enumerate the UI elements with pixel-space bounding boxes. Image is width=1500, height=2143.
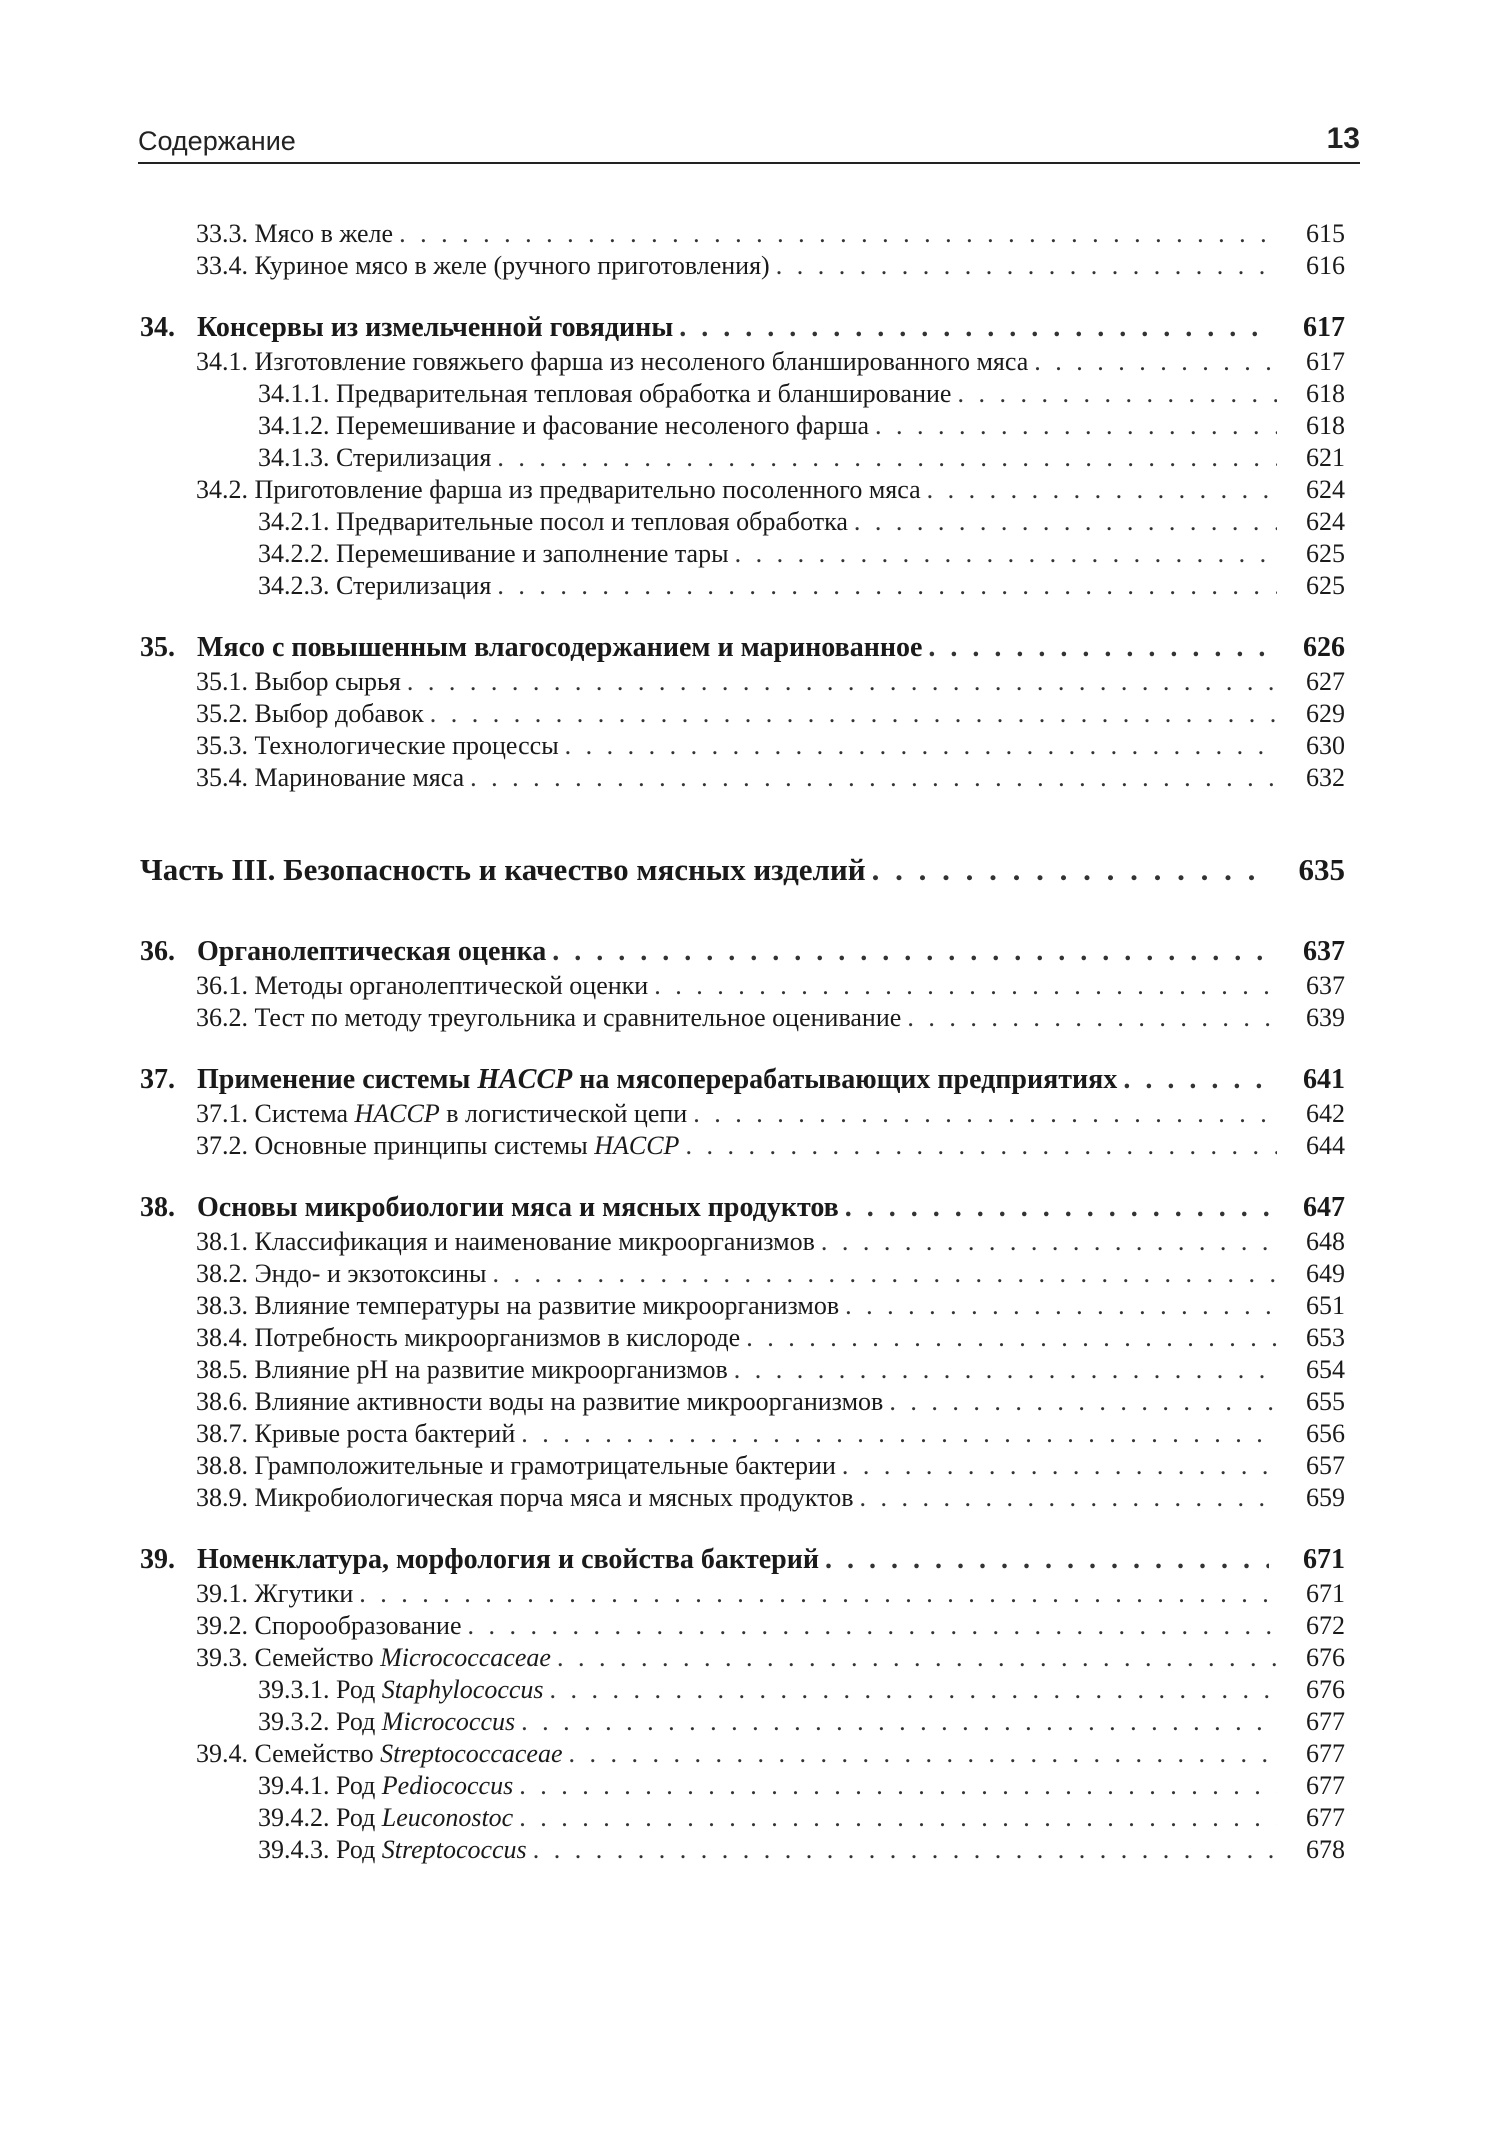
dot-leader xyxy=(693,1098,1277,1130)
toc-page-number: 656 xyxy=(1306,1419,1345,1448)
toc-label-italic: Leuconostoc xyxy=(381,1803,514,1832)
toc-label xyxy=(258,410,869,442)
toc-entry xyxy=(196,698,1345,730)
dot-leader xyxy=(552,936,1269,968)
toc-entry xyxy=(196,1642,1345,1674)
toc-entry xyxy=(196,1354,1345,1386)
toc-page-number: 655 xyxy=(1306,1387,1345,1416)
toc-label-text: 38.6. Влияние активности воды на развитие микроорганизмов xyxy=(196,1387,884,1416)
dot-leader xyxy=(399,218,1277,250)
page-number: 13 xyxy=(1326,122,1360,155)
toc-page-number: 626 xyxy=(1303,632,1345,663)
dot-leader xyxy=(492,1258,1277,1290)
toc-label-italic: Streptococcaceae xyxy=(380,1739,563,1768)
dot-leader xyxy=(550,1674,1277,1706)
toc-page-number: 635 xyxy=(1298,852,1345,887)
toc-entry xyxy=(196,1098,1345,1130)
dot-leader xyxy=(519,1770,1277,1802)
toc-page-number: 651 xyxy=(1306,1291,1345,1320)
toc-label-text: Часть III. Безопасность и качество мясных изделий xyxy=(140,852,866,887)
toc-page-number: 624 xyxy=(1306,507,1345,536)
toc-entry xyxy=(196,1610,1345,1642)
toc-entry xyxy=(196,1290,1345,1322)
toc-page-number: 642 xyxy=(1306,1099,1345,1128)
toc-label-text: 38.4. Потребность микроорганизмов в кислороде xyxy=(196,1323,741,1352)
toc-label-text: 34.1.3. Стерилизация xyxy=(258,443,492,472)
toc-label-text: 39.2. Спорообразование xyxy=(196,1611,462,1640)
toc-label-text: 35.2. Выбор добавок xyxy=(196,699,424,728)
running-title: Содержание xyxy=(138,126,296,156)
toc-page-number: 644 xyxy=(1306,1131,1345,1160)
dot-leader xyxy=(735,538,1277,570)
toc-label xyxy=(258,1706,515,1738)
toc-label-italic: Micrococcus xyxy=(381,1707,516,1736)
toc-page-number: 625 xyxy=(1306,571,1345,600)
toc-label xyxy=(196,666,401,698)
chapter-number: 35. xyxy=(140,632,175,663)
toc-label xyxy=(196,1738,563,1770)
toc-page-number: 653 xyxy=(1306,1323,1345,1352)
toc-label xyxy=(196,474,921,506)
toc-entry xyxy=(196,730,1345,762)
toc-page-number: 618 xyxy=(1306,379,1345,408)
toc-entry xyxy=(258,506,1345,538)
toc-page-number: 671 xyxy=(1303,1544,1345,1575)
dot-leader xyxy=(497,442,1277,474)
toc-label xyxy=(140,854,866,886)
toc-label xyxy=(140,312,673,344)
toc-label xyxy=(196,730,559,762)
toc-page-number: 678 xyxy=(1306,1835,1345,1864)
dot-leader xyxy=(821,1226,1277,1258)
toc-page-number: 630 xyxy=(1306,731,1345,760)
dot-leader xyxy=(467,1610,1277,1642)
chapter-number: 36. xyxy=(140,936,175,967)
toc-page-number: 625 xyxy=(1306,539,1345,568)
toc-label-text: Мясо с повышенным влагосодержанием и маринованное xyxy=(197,632,923,663)
toc-label xyxy=(140,1064,1117,1096)
toc-label xyxy=(196,1290,839,1322)
toc-page-number: 659 xyxy=(1306,1483,1345,1512)
toc-page-number: 617 xyxy=(1306,347,1345,376)
toc-entry xyxy=(196,218,1345,250)
toc-page-number: 617 xyxy=(1303,312,1345,343)
toc-page-number: 629 xyxy=(1306,699,1345,728)
toc-entry xyxy=(196,1578,1345,1610)
dot-leader xyxy=(889,1386,1277,1418)
toc-label xyxy=(258,378,951,410)
toc-label xyxy=(196,1450,836,1482)
chapter-number: 34. xyxy=(140,312,175,343)
toc-entry xyxy=(196,1418,1345,1450)
chapter-number: 37. xyxy=(140,1064,175,1095)
dot-leader xyxy=(521,1418,1277,1450)
toc-chapter xyxy=(140,632,1345,664)
toc-label-text: 39.4.2. Род xyxy=(258,1803,376,1832)
toc-label-text: 36.2. Тест по методу треугольника и сравнительное оценивание xyxy=(196,1003,902,1032)
dot-leader xyxy=(927,474,1277,506)
toc-page-number: 677 xyxy=(1306,1707,1345,1736)
dot-leader xyxy=(519,1802,1277,1834)
dot-leader xyxy=(734,1354,1277,1386)
dot-leader xyxy=(685,1130,1277,1162)
toc-page-number: 624 xyxy=(1306,475,1345,504)
toc-entry xyxy=(258,1706,1345,1738)
toc-entry xyxy=(196,1738,1345,1770)
toc-label xyxy=(196,1098,687,1130)
dot-leader xyxy=(654,970,1277,1002)
toc-label-text: 34.2. Приготовление фарша из предварительно посоленного мяса xyxy=(196,475,921,504)
dot-leader xyxy=(875,410,1277,442)
toc-entry xyxy=(258,1770,1345,1802)
toc-label xyxy=(196,1386,883,1418)
toc-label xyxy=(196,1226,815,1258)
toc-label-text: 33.3. Мясо в желе xyxy=(196,219,394,248)
dot-leader xyxy=(845,1192,1269,1224)
toc-label-text: 39.4.1. Род xyxy=(258,1771,376,1800)
dot-leader xyxy=(776,250,1277,282)
toc-entry xyxy=(196,1226,1345,1258)
toc-entry xyxy=(196,762,1345,794)
dot-leader xyxy=(957,378,1277,410)
toc-entry xyxy=(196,1322,1345,1354)
toc-page-number: 632 xyxy=(1306,763,1345,792)
dot-leader xyxy=(825,1544,1269,1576)
toc-label-italic: HACCP xyxy=(594,1131,680,1160)
toc-entry xyxy=(196,1386,1345,1418)
toc-label xyxy=(196,1130,679,1162)
toc-label-text: 38.8. Грамположительные и грамотрицательные бактерии xyxy=(196,1451,836,1480)
toc-label xyxy=(140,1192,839,1224)
toc-page-number: 671 xyxy=(1306,1579,1345,1608)
dot-leader xyxy=(854,506,1277,538)
toc-label-text: 38.7. Кривые роста бактерий xyxy=(196,1419,516,1448)
toc-label xyxy=(196,1642,551,1674)
toc-page-number: 627 xyxy=(1306,667,1345,696)
toc-part xyxy=(140,854,1345,886)
toc-label-text: 39.4. Семейство xyxy=(196,1739,374,1768)
toc-label-text: 38.1. Классификация и наименование микроорганизмов xyxy=(196,1227,815,1256)
toc-entry xyxy=(196,1258,1345,1290)
dot-leader xyxy=(1034,346,1277,378)
toc-label xyxy=(196,1322,740,1354)
dot-leader xyxy=(859,1482,1277,1514)
toc-label-text: Органолептическая оценка xyxy=(197,936,547,967)
toc-label-text: 35.3. Технологические процессы xyxy=(196,731,559,760)
toc-label xyxy=(196,1418,515,1450)
toc-label-text: 34.2.2. Перемешивание и заполнение тары xyxy=(258,539,729,568)
toc-label xyxy=(258,570,491,602)
toc-label-suffix: на мясоперерабатывающих предприятиях xyxy=(572,1064,1118,1095)
toc-entry xyxy=(258,570,1345,602)
toc-chapter xyxy=(140,936,1345,968)
toc-label-text: 39.3. Семейство xyxy=(196,1643,374,1672)
dot-leader xyxy=(557,1642,1277,1674)
dot-leader xyxy=(1123,1064,1269,1096)
toc-entry xyxy=(196,250,1345,282)
toc-entry xyxy=(196,346,1345,378)
toc-label-text: 39.3.2. Род xyxy=(258,1707,376,1736)
toc-label xyxy=(196,1258,486,1290)
page-header xyxy=(138,118,1360,164)
toc-label xyxy=(258,506,848,538)
toc-entry xyxy=(258,1802,1345,1834)
toc-label-text: 34.2.3. Стерилизация xyxy=(258,571,492,600)
toc-label-text: Основы микробиологии мяса и мясных продуктов xyxy=(197,1192,839,1223)
toc-label-italic: HACCP xyxy=(477,1064,573,1095)
dot-leader xyxy=(430,698,1277,730)
toc-entry xyxy=(258,410,1345,442)
toc-label-text: 39.1. Жгутики xyxy=(196,1579,354,1608)
toc-chapter xyxy=(140,312,1345,344)
dot-leader xyxy=(928,632,1269,664)
toc-label xyxy=(258,1674,544,1706)
toc-label xyxy=(196,762,464,794)
toc-label-text: 35.1. Выбор сырья xyxy=(196,667,401,696)
toc-page-number: 621 xyxy=(1306,443,1345,472)
toc-label-text: 39.4.3. Род xyxy=(258,1835,376,1864)
toc-page-number: 639 xyxy=(1306,1003,1345,1032)
dot-leader xyxy=(565,730,1277,762)
toc-page-number: 672 xyxy=(1306,1611,1345,1640)
toc-label xyxy=(196,250,770,282)
toc-chapter xyxy=(140,1064,1345,1096)
chapter-number: 39. xyxy=(140,1544,175,1575)
toc-label-text: 38.9. Микробиологическая порча мяса и мясных продуктов xyxy=(196,1483,854,1512)
toc-page-number: 677 xyxy=(1306,1803,1345,1832)
toc-label-text: 33.4. Куриное мясо в желе (ручного приготовления) xyxy=(196,251,770,280)
toc-entry xyxy=(196,970,1345,1002)
toc-label xyxy=(258,1770,513,1802)
toc-label xyxy=(140,1544,819,1576)
chapter-number: 38. xyxy=(140,1192,175,1223)
dot-leader xyxy=(872,854,1269,886)
toc-label-italic: Streptococcus xyxy=(381,1835,527,1864)
toc-label xyxy=(196,1354,728,1386)
toc-label-text: 38.2. Эндо- и экзотоксины xyxy=(196,1259,487,1288)
toc-label xyxy=(196,218,393,250)
toc-label-italic: Micrococcaceae xyxy=(380,1643,551,1672)
toc-label xyxy=(258,1834,527,1866)
toc-label-italic: Staphylococcus xyxy=(381,1675,544,1704)
toc-label-text: 34.1.1. Предварительная тепловая обработка и бланширование xyxy=(258,379,952,408)
toc-entry xyxy=(258,442,1345,474)
toc-label xyxy=(258,442,491,474)
toc-label xyxy=(196,1610,461,1642)
toc-entry xyxy=(258,1674,1345,1706)
dot-leader xyxy=(746,1322,1277,1354)
toc-entry xyxy=(258,1834,1345,1866)
toc-label-italic: Pediococcus xyxy=(381,1771,514,1800)
dot-leader xyxy=(569,1738,1278,1770)
toc-label xyxy=(196,1578,353,1610)
toc-label-text: Консервы из измельченной говядины xyxy=(197,312,674,343)
toc-label-text: 34.1.2. Перемешивание и фасование несоленого фарша xyxy=(258,411,869,440)
toc-label xyxy=(196,1482,853,1514)
toc-page-number: 677 xyxy=(1306,1771,1345,1800)
toc-entry xyxy=(196,1450,1345,1482)
toc-entry xyxy=(196,474,1345,506)
dot-leader xyxy=(907,1002,1277,1034)
toc-page-number: 637 xyxy=(1303,936,1345,967)
dot-leader xyxy=(407,666,1277,698)
toc-label xyxy=(140,632,922,664)
dot-leader xyxy=(845,1290,1277,1322)
toc-label-italic: HACCP xyxy=(354,1099,440,1128)
toc-entry xyxy=(196,1002,1345,1034)
dot-leader xyxy=(842,1450,1277,1482)
toc-page-number: 676 xyxy=(1306,1643,1345,1672)
toc-label xyxy=(258,538,729,570)
dot-leader xyxy=(679,312,1269,344)
toc-page-number: 657 xyxy=(1306,1451,1345,1480)
toc-page-number: 618 xyxy=(1306,411,1345,440)
toc-entry xyxy=(196,1482,1345,1514)
toc-entry xyxy=(258,538,1345,570)
toc-page-number: 647 xyxy=(1303,1192,1345,1223)
toc-page-number: 641 xyxy=(1303,1064,1345,1095)
toc-page-number: 676 xyxy=(1306,1675,1345,1704)
toc-label-text: 39.3.1. Род xyxy=(258,1675,376,1704)
toc-label xyxy=(196,346,1028,378)
toc-page-number: 654 xyxy=(1306,1355,1345,1384)
toc-entry xyxy=(196,666,1345,698)
dot-leader xyxy=(497,570,1277,602)
toc-label xyxy=(258,1802,513,1834)
toc-label xyxy=(196,698,424,730)
toc-label-text: 34.2.1. Предварительные посол и тепловая обработка xyxy=(258,507,848,536)
toc-chapter xyxy=(140,1192,1345,1224)
dot-leader xyxy=(521,1706,1277,1738)
toc-entry xyxy=(258,378,1345,410)
dot-leader xyxy=(359,1578,1277,1610)
toc-label-suffix: в логистической цепи xyxy=(439,1099,688,1128)
toc-label-text: 38.3. Влияние температуры на развитие микроорганизмов xyxy=(196,1291,840,1320)
toc-label-text: 37.2. Основные принципы системы xyxy=(196,1131,588,1160)
toc-entry xyxy=(196,1130,1345,1162)
toc-label-text: 36.1. Методы органолептической оценки xyxy=(196,971,649,1000)
toc-page-number: 677 xyxy=(1306,1739,1345,1768)
toc-label-text: 38.5. Влияние pH на развитие микроорганизмов xyxy=(196,1355,728,1384)
toc-page-number: 616 xyxy=(1306,251,1345,280)
toc-page-number: 637 xyxy=(1306,971,1345,1000)
toc-label-text: Номенклатура, морфология и свойства бактерий xyxy=(197,1544,820,1575)
dot-leader xyxy=(470,762,1277,794)
toc-label xyxy=(196,970,648,1002)
toc-page-number: 649 xyxy=(1306,1259,1345,1288)
toc-label-text: 37.1. Система xyxy=(196,1099,349,1128)
toc-chapter xyxy=(140,1544,1345,1576)
toc-label xyxy=(196,1002,901,1034)
toc-label-text: 35.4. Маринование мяса xyxy=(196,763,465,792)
toc-label xyxy=(140,936,546,968)
toc-label-text: Применение системы xyxy=(197,1064,471,1095)
toc-label-text: 34.1. Изготовление говяжьего фарша из несоленого бланшированного мяса xyxy=(196,347,1029,376)
toc-page-number: 615 xyxy=(1306,219,1345,248)
toc-page-number: 648 xyxy=(1306,1227,1345,1256)
dot-leader xyxy=(533,1834,1277,1866)
